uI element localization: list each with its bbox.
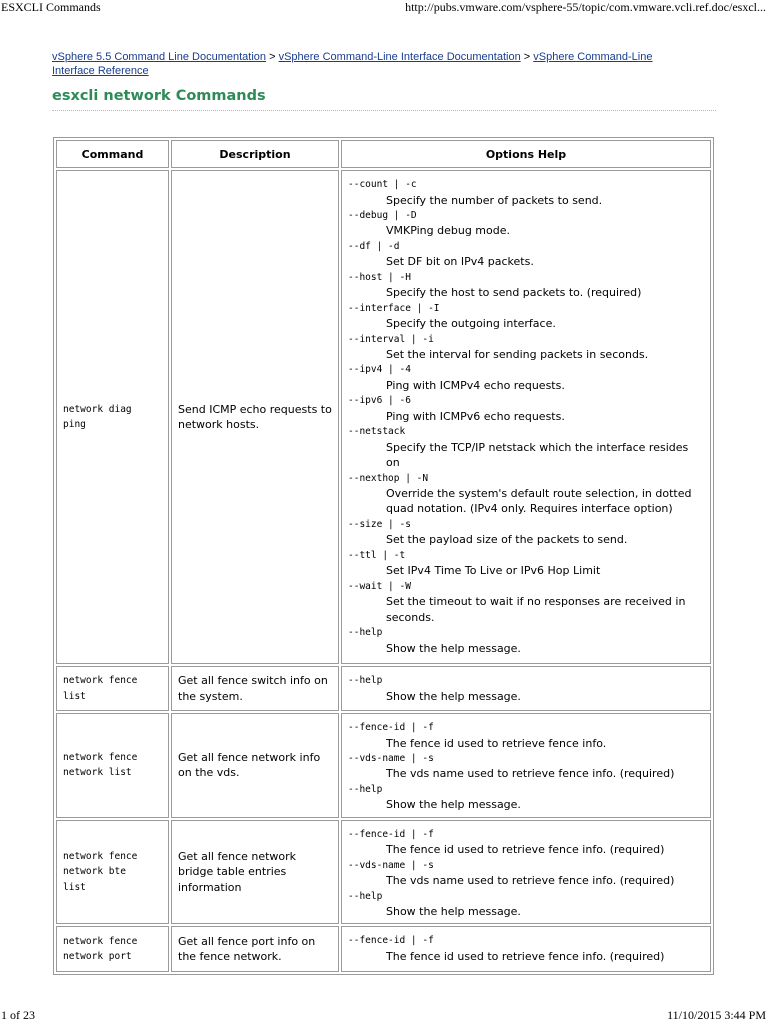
description-cell: Get all fence network info on the vds.: [171, 713, 339, 818]
print-header: [0, 0, 768, 16]
option-description: Show the help message.: [386, 798, 521, 812]
option-description: Specify the number of packets to send.: [386, 193, 603, 207]
option-description: The vds name used to retrieve fence info. (required): [386, 874, 675, 888]
description-cell: Get all fence switch info on the system.: [171, 666, 339, 711]
page-title: esxcli network Commands: [52, 88, 266, 104]
option-name: --wait | -W: [348, 580, 411, 592]
command-cell: [56, 666, 169, 711]
option-description: Show the help message.: [386, 905, 521, 919]
option-description: Specify the TCP/IP netstack which the interface resides on: [386, 440, 689, 470]
table-header-row: [56, 140, 711, 168]
breadcrumb-link-cli-interface-docs[interactable]: vSphere Command-Line Interface Documentation: [278, 51, 521, 63]
command-cell: [56, 713, 169, 818]
command-line: network diag: [63, 403, 132, 415]
options-cell: [341, 926, 711, 972]
option-description: The fence id used to retrieve fence info. (required): [386, 843, 665, 857]
options-cell: [341, 666, 711, 711]
description-cell: Get all fence port info on the fence network.: [171, 926, 339, 972]
option-name: --vds-name | -s: [348, 859, 434, 871]
breadcrumb: [52, 50, 692, 78]
command-line: ping: [63, 419, 86, 430]
option-name: --count | -c: [348, 179, 417, 190]
option-name: --fence-id | -f: [348, 722, 434, 733]
table-row: [56, 926, 711, 972]
option-name: --help: [348, 890, 383, 902]
option-description: Specify the outgoing interface.: [386, 317, 556, 331]
print-datetime: 11/10/2015 3:44 PM: [667, 1008, 766, 1022]
print-header-title: ESXCLI Commands: [1, 0, 101, 14]
option-description: The fence id used to retrieve fence info. (required): [386, 949, 665, 963]
option-description: Override the system's default route selection, in dotted quad notation. (IPv4 only. Requires interface option): [386, 487, 692, 516]
breadcrumb-separator: >: [520, 51, 534, 63]
print-header-url: http://pubs.vmware.com/vsphere-55/topic/com.vmware.vcli.ref.doc/esxcl...: [405, 0, 766, 14]
option-name: --interval | -i: [348, 333, 434, 345]
column-header-description: Description: [171, 140, 339, 168]
command-line: network fence: [63, 850, 138, 862]
breadcrumb-link-cli-reference[interactable]: vSphere Command-Line Interface Reference: [52, 51, 653, 77]
option-name: --fence-id | -f: [348, 828, 434, 840]
option-description: Ping with ICMPv6 echo requests.: [386, 409, 565, 423]
breadcrumb-separator: >: [266, 51, 279, 63]
command-line: network port: [63, 951, 132, 963]
command-line: network fence: [63, 751, 138, 763]
command-line: list: [63, 690, 86, 702]
option-name: --debug | -D: [348, 209, 417, 221]
option-name: --ipv6 | -6: [348, 395, 411, 407]
option-description: Set the interval for sending packets in seconds.: [386, 348, 649, 362]
option-name: --fence-id | -f: [348, 935, 434, 947]
command-line: list: [63, 881, 86, 893]
table-row: [56, 820, 711, 925]
option-name: --host | -H: [348, 271, 411, 283]
command-line: network list: [63, 767, 132, 779]
option-name: --nexthop | -N: [348, 472, 429, 484]
option-description: Set the timeout to wait if no responses are received in seconds.: [386, 595, 686, 624]
options-cell: [341, 170, 711, 664]
option-description: Specify the host to send packets to. (required): [386, 286, 642, 300]
options-cell: [341, 713, 711, 818]
title-divider: [52, 110, 716, 111]
option-description: VMKPing debug mode.: [386, 224, 511, 238]
breadcrumb-link-cli-docs[interactable]: vSphere 5.5 Command Line Documentation: [52, 51, 267, 63]
option-name: --vds-name | -s: [348, 752, 434, 764]
option-name: --help: [348, 627, 383, 638]
option-description: Set IPv4 Time To Live or IPv6 Hop Limit: [386, 564, 601, 578]
option-name: --netstack: [348, 426, 406, 438]
description-cell: Get all fence network bridge table entries information: [171, 820, 339, 925]
command-cell: [56, 170, 169, 664]
commands-table: [53, 137, 714, 975]
column-header-command: Command: [56, 140, 169, 168]
option-description: Set the payload size of the packets to send.: [386, 533, 628, 547]
description-cell: Send ICMP echo requests to network hosts.: [171, 170, 339, 664]
option-name: --interface | -I: [348, 302, 440, 314]
option-description: The vds name used to retrieve fence info. (required): [386, 767, 675, 781]
command-line: network fence: [63, 935, 138, 947]
option-description: Ping with ICMPv4 echo requests.: [386, 378, 565, 392]
page-number: 1 of 23: [1, 1008, 35, 1022]
option-name: --help: [348, 783, 383, 795]
command-line: network bte: [63, 866, 126, 878]
option-name: --help: [348, 675, 383, 686]
command-line: network fence: [63, 675, 138, 686]
command-cell: [56, 926, 169, 972]
table-row: [56, 170, 711, 664]
table-row: [56, 713, 711, 818]
command-cell: [56, 820, 169, 925]
table-row: [56, 666, 711, 711]
option-description: Show the help message.: [386, 641, 521, 655]
column-header-options-help: Options Help: [341, 140, 711, 168]
option-name: --ttl | -t: [348, 549, 406, 561]
option-name: --ipv4 | -4: [348, 364, 411, 376]
option-description: Set DF bit on IPv4 packets.: [386, 255, 534, 269]
options-cell: [341, 820, 711, 925]
option-description: The fence id used to retrieve fence info.: [386, 736, 607, 750]
option-name: --df | -d: [348, 240, 400, 252]
option-description: Show the help message.: [386, 689, 521, 703]
table-body: [56, 170, 711, 972]
option-name: --size | -s: [348, 518, 411, 530]
print-footer: [0, 1006, 768, 1024]
